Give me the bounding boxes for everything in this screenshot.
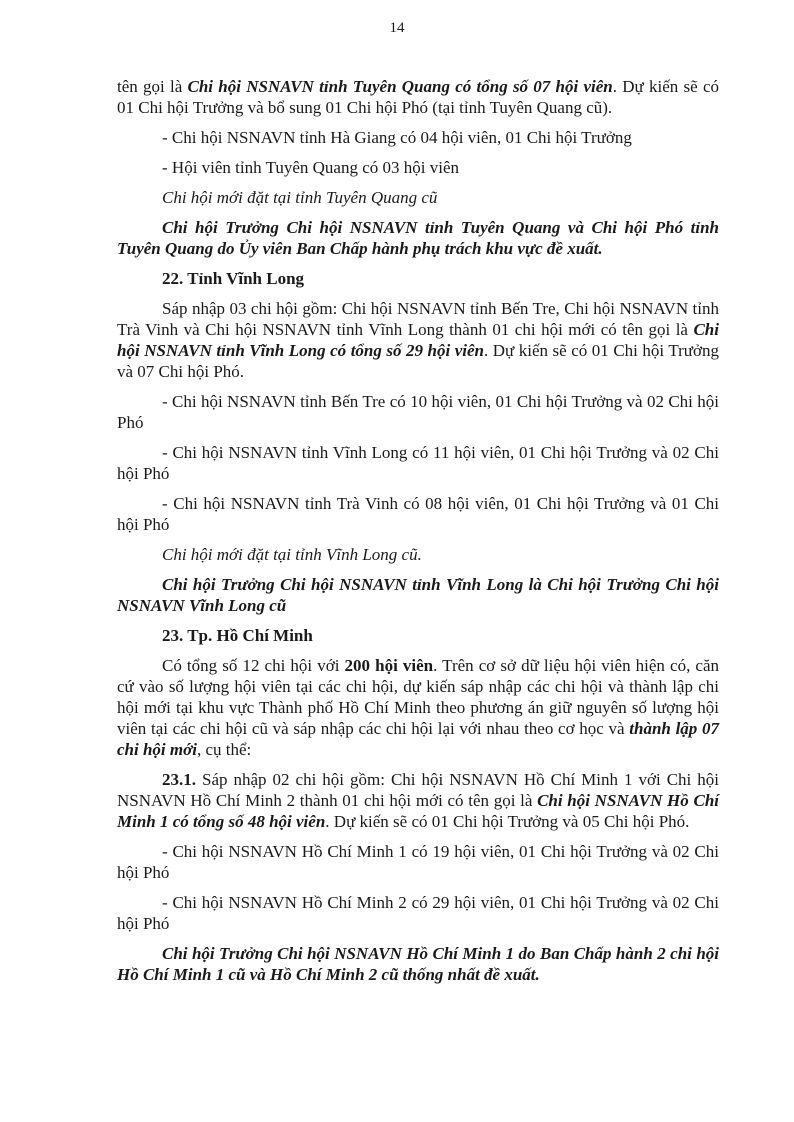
document-body	[117, 76, 719, 994]
text-run: tên gọi là	[117, 77, 188, 96]
paragraph-hcm-23-1	[117, 769, 719, 832]
text-run-bold-italic: Chi hội NSNAVN tỉnh Tuyên Quang có tổng số 07 hội viên	[187, 77, 613, 96]
subsection-number: 23.1.	[162, 770, 196, 789]
list-item: - Chi hội NSNAVN tỉnh Vĩnh Long có 11 hội viên, 01 Chi hội Trưởng và 02 Chi hội Phó	[117, 443, 719, 483]
text-run: . Dự kiến sẽ có 01 Chi hội Trưởng và bổ sung 01 Chi hội Phó (tại tỉnh Tuyên Quang cũ).	[117, 77, 719, 117]
text-run: Sáp nhập 02 chi hội gồm: Chi hội NSNAVN Hồ Chí Minh 1 với Chi hội NSNAVN Hồ Chí Minh 2 thành 01 chi hội mới có tên gọi là	[117, 770, 719, 810]
text-run-bold-italic: Chi hội NSNAVN Hồ Chí Minh 1 có tổng số 48 hội viên	[117, 791, 719, 831]
text-run-bold-italic: thành lập 07 chi hội mới	[117, 719, 719, 759]
list-item: - Hội viên tỉnh Tuyên Quang có 03 hội viên	[162, 158, 460, 177]
list-item: - Chi hội NSNAVN tỉnh Trà Vinh có 08 hội viên, 01 Chi hội Trưởng và 01 Chi hội Phó	[117, 494, 719, 534]
paragraph-tuyen-quang-summary	[117, 76, 719, 118]
paragraph-vinh-long-summary	[117, 298, 719, 382]
section-heading-22: 22. Tỉnh Vĩnh Long	[162, 269, 305, 288]
location-note: Chi hội mới đặt tại tỉnh Tuyên Quang cũ	[162, 188, 438, 207]
text-run-bold-italic: Chi hội NSNAVN tỉnh Vĩnh Long có tổng số 29 hội viên	[117, 320, 719, 360]
text-run: . Trên cơ sở dữ liệu hội viên hiện có, căn cứ vào số lượng hội viên tại các chi hội, dự kiến sáp nhập các chi hội và thành lập chi hội mới tại khu vực Thành phố Hồ Chí Minh theo phương án giữ nguyên số lượng hội viên tại các chi hội cũ và sáp nhập các chi hội lại với nhau theo cơ học và	[117, 656, 719, 738]
section-heading-23: 23. Tp. Hồ Chí Minh	[162, 626, 313, 645]
text-run: Có tổng số 12 chi hội với	[162, 656, 345, 675]
leadership-note: Chi hội Trưởng Chi hội NSNAVN tỉnh Vĩnh Long là Chi hội Trưởng Chi hội NSNAVN Vĩnh Long cũ	[117, 575, 719, 615]
list-item: - Chi hội NSNAVN Hồ Chí Minh 2 có 29 hội viên, 01 Chi hội Trưởng và 02 Chi hội Phó	[117, 893, 719, 933]
list-item: - Chi hội NSNAVN tỉnh Bến Tre có 10 hội viên, 01 Chi hội Trưởng và 02 Chi hội Phó	[117, 392, 719, 432]
page-number: 14	[389, 20, 405, 36]
paragraph-hcm-summary	[117, 655, 719, 760]
text-run: , cụ thể:	[196, 740, 252, 759]
leadership-note: Chi hội Trưởng Chi hội NSNAVN tỉnh Tuyên Quang và Chi hội Phó tỉnh Tuyên Quang do Ủy viên Ban Chấp hành phụ trách khu vực đề xuất.	[117, 218, 719, 258]
text-run: . Dự kiến sẽ có 01 Chi hội Trưởng và 05 Chi hội Phó.	[325, 812, 690, 831]
text-run-bold: 200 hội viên	[344, 656, 434, 675]
text-run: . Dự kiến sẽ có 01 Chi hội Trưởng và 07 Chi hội Phó.	[117, 341, 719, 381]
location-note: Chi hội mới đặt tại tỉnh Vĩnh Long cũ.	[162, 545, 422, 564]
leadership-note: Chi hội Trưởng Chi hội NSNAVN Hồ Chí Minh 1 do Ban Chấp hành 2 chi hội Hồ Chí Minh 1 cũ và Hồ Chí Minh 2 cũ thống nhất đề xuất.	[117, 944, 719, 984]
text-run: Sáp nhập 03 chi hội gồm: Chi hội NSNAVN tỉnh Bến Tre, Chi hội NSNAVN tỉnh Trà Vinh và Chi hội NSNAVN tỉnh Vĩnh Long thành 01 chi hội mới có tên gọi là	[117, 299, 719, 339]
list-item: - Chi hội NSNAVN Hồ Chí Minh 1 có 19 hội viên, 01 Chi hội Trưởng và 02 Chi hội Phó	[117, 842, 719, 882]
list-item: - Chi hội NSNAVN tỉnh Hà Giang có 04 hội viên, 01 Chi hội Trưởng	[162, 128, 632, 147]
